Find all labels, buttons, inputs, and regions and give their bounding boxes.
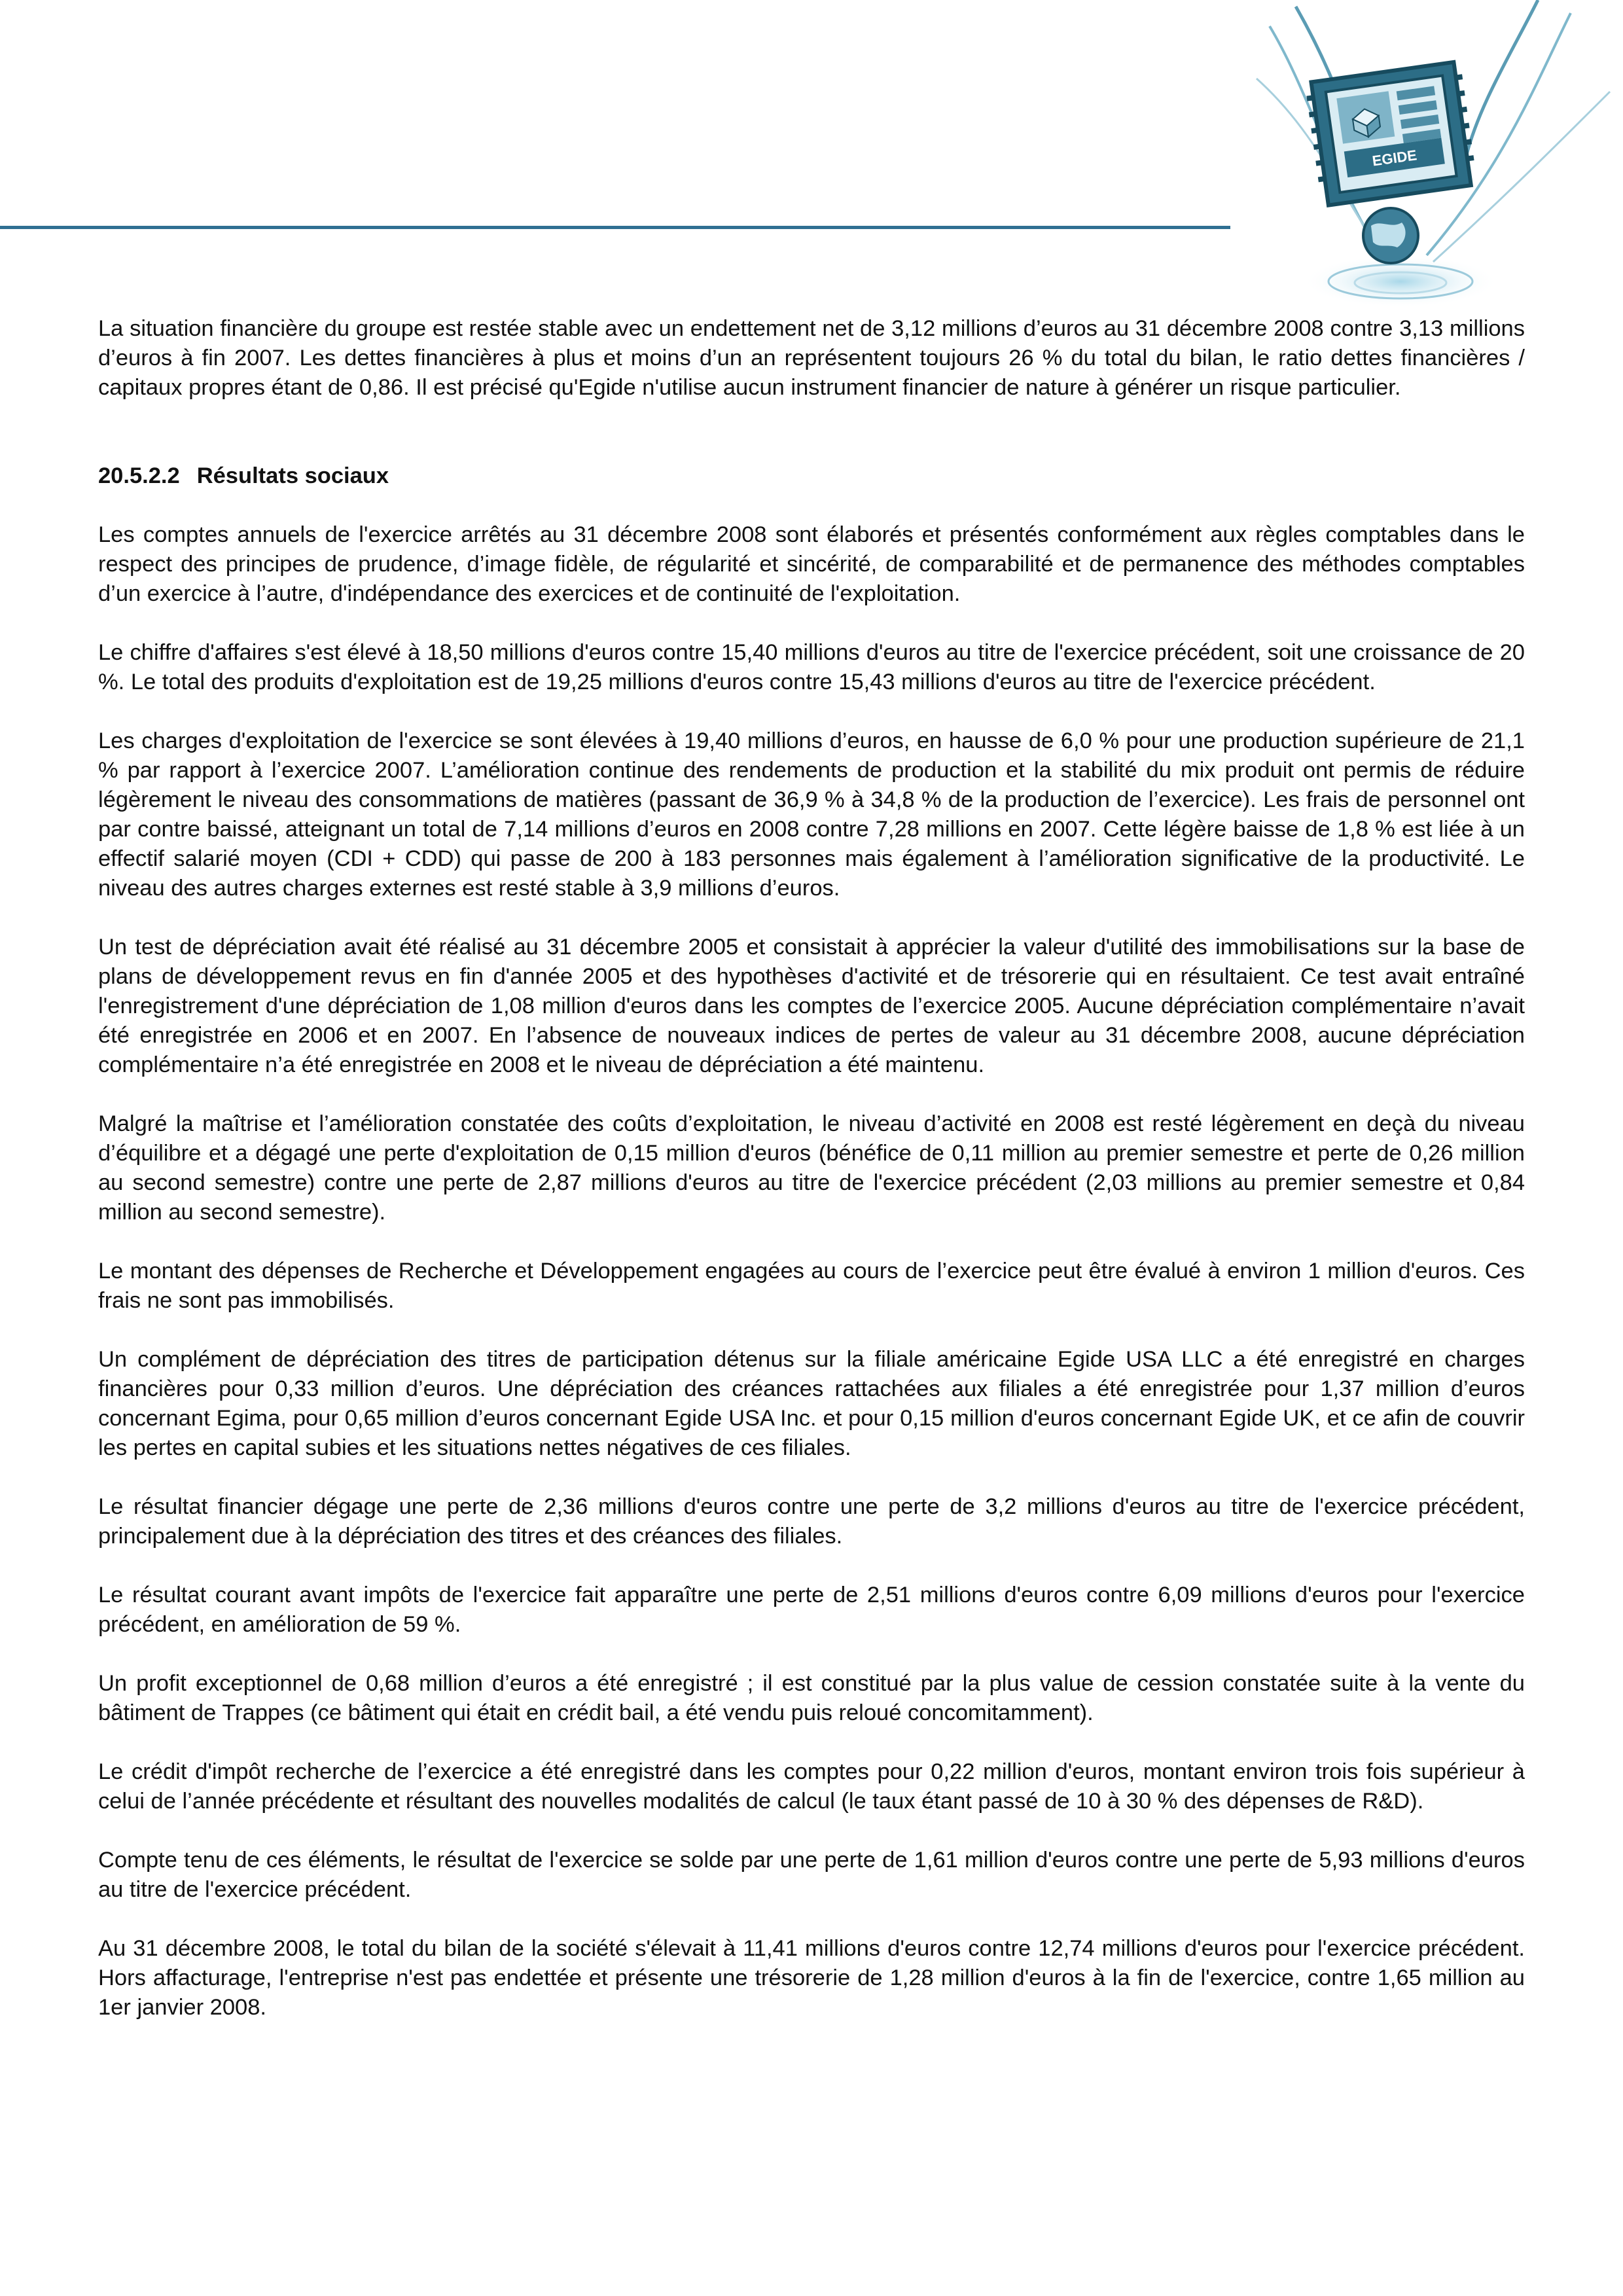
paragraph: Les comptes annuels de l'exercice arrêtés au 31 décembre 2008 sont élaborés et présentés conformément aux règles comptables dans le respect des principes de prudence, d’image fidèle, de régularité et sincérité, de comparabilité et de permanence des méthodes comptables d’un exercice à l’autre, d'indépendance des exercices et de continuité de l'exploitation. <box>98 522 1525 606</box>
paragraph: Le résultat financier dégage une perte de 2,36 millions d'euros contre une perte de 3,2 millions d'euros au titre de l'exercice précédent, principalement due à la dépréciation des titres et des créances des filiales. <box>98 1494 1525 1549</box>
paragraph: Malgré la maîtrise et l’amélioration constatée des coûts d’exploitation, le niveau d’activité en 2008 est resté légèrement en deçà du niveau d’équilibre et a dégagé une perte d'exploitation de 0,15 million d'euros (bénéfice de 0,11 million au premier semestre et perte de 0,26 million au second semestre) contre une perte de 2,87 millions d'euros au titre de l'exercice précédent (2,03 millions au premier semestre et 0,84 million au second semestre). <box>98 1111 1525 1225</box>
paragraph: Le chiffre d'affaires s'est élevé à 18,50 millions d'euros contre 15,40 millions d'euros au titre de l'exercice précédent, soit une croissance de 20 %. Le total des produits d'exploitation est de 19,25 millions d'euros contre 15,43 millions d'euros au titre de l'exercice précédent. <box>98 640 1525 694</box>
paragraph: Au 31 décembre 2008, le total du bilan de la société s'élevait à 11,41 millions d'euros contre 12,74 millions d'euros pour l'exercice précédent. Hors affacturage, l'entreprise n'est pas endettée et présente une trésorerie de 1,28 million d'euros à la fin de l'exercice, contre 1,65 million au 1er janvier 2008. <box>98 1936 1525 2020</box>
paragraph: Le résultat courant avant impôts de l'exercice fait apparaître une perte de 2,51 millions d'euros contre 6,09 millions d'euros pour l'exercice précédent, en amélioration de 59 %. <box>98 1583 1525 1637</box>
section-number: 20.5.2.2 <box>98 463 180 488</box>
section-title: Résultats sociaux <box>196 463 389 488</box>
logo-text: EGIDE <box>1371 147 1418 170</box>
paragraph: Le montant des dépenses de Recherche et Développement engagées au cours de l’exercice peut être évalué à environ 1 million d'euros. Ces frais ne sont pas immobilisés. <box>98 1259 1525 1313</box>
paragraph: Un test de dépréciation avait été réalisé au 31 décembre 2005 et consistait à apprécier la valeur d'utilité des immobilisations sur la base de plans de développement revus en fin d'année 2005 et des hypothèses d'activité et de trésorerie qui en résultaient. Ce test avait entraîné l'enregistrement d'une dépréciation de 1,08 million d'euros dans les comptes de l’exercice 2005. Aucune dépréciation complémentaire n’avait été enregistrée en 2006 et en 2007. En l’absence de nouveaux indices de pertes de valeur au 31 décembre 2008, aucune dépréciation complémentaire n’a été enregistrée en 2008 et le niveau de dépréciation a été maintenu. <box>98 935 1525 1077</box>
document-body <box>98 314 1525 2052</box>
paragraph: Les charges d'exploitation de l'exercice se sont élevées à 19,40 millions d’euros, en hausse de 6,0 % pour une production supérieure de 21,1 % par rapport à l’exercice 2007. L’amélioration continue des rendements de production et la stabilité du mix produit ont permis de réduire légèrement le niveau des consommations de matières (passant de 36,9 % à 34,8 % de la production de l’exercice). Les frais de personnel ont par contre baissé, atteignant un total de 7,14 millions d’euros en 2008 contre 7,28 millions en 2007. Cette légère baisse de 1,8 % est liée à un effectif salarié moyen (CDI + CDD) qui passe de 200 à 183 personnes mais également à l’amélioration significative de la productivité. Le niveau des autres charges externes est resté stable à 3,9 millions d’euros. <box>98 728 1525 901</box>
paragraph: Le crédit d'impôt recherche de l’exercice a été enregistré dans les comptes pour 0,22 million d'euros, montant environ trois fois supérieur à celui de l’année précédente et résultant des nouvelles modalités de calcul (le taux étant passé de 10 à 30 % des dépenses de R&D). <box>98 1759 1525 1814</box>
egide-logo <box>1230 0 1623 314</box>
paragraph: Compte tenu de ces éléments, le résultat de l'exercice se solde par une perte de 1,61 million d'euros contre une perte de 5,93 millions d'euros au titre de l'exercice précédent. <box>98 1848 1525 1902</box>
paragraph: Un complément de dépréciation des titres de participation détenus sur la filiale américaine Egide USA LLC a été enregistré en charges financières pour 0,33 million d’euros. Une dépréciation des créances rattachées aux filiales a été enregistrée pour 1,37 million d’euros concernant Egima, pour 0,65 million d’euros concernant Egide USA Inc. et pour 0,15 million d'euros concernant Egide UK, et ce afin de couvrir les pertes en capital subies et les situations nettes négatives de ces filiales. <box>98 1347 1525 1460</box>
paragraph: Un profit exceptionnel de 0,68 million d’euros a été enregistré ; il est constitué par la plus value de cession constatée suite à la vente du bâtiment de Trappes (ce bâtiment qui était en crédit bail, a été vendu puis reloué concomitamment). <box>98 1671 1525 1725</box>
header-rule <box>0 226 1230 229</box>
intro-paragraph: La situation financière du groupe est restée stable avec un endettement net de 3,12 millions d’euros au 31 décembre 2008 contre 3,13 millions d’euros à fin 2007. Les dettes financières à plus et moins d’un an représentent toujours 26 % du total du bilan, le ratio dettes financières / capitaux propres étant de 0,86. Il est précisé qu'Egide n'utilise aucun instrument financier de nature à générer un risque particulier. <box>98 316 1525 400</box>
section-heading <box>98 461 1525 491</box>
